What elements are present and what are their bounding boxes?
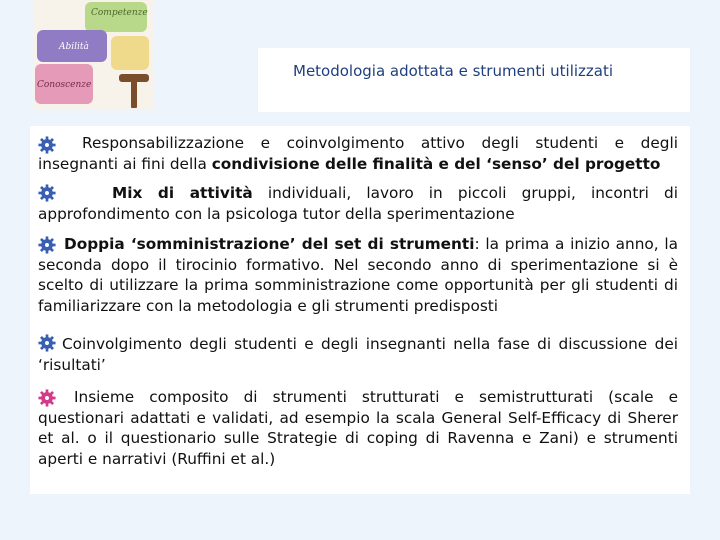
bullet-text-bold: Doppia ‘somministrazione’ del set di strumenti — [64, 235, 475, 253]
content-panel — [30, 126, 690, 494]
bullet-item — [38, 133, 678, 174]
puzzle-piece-yellow — [111, 36, 149, 70]
slide-title: Metodologia adottata e strumenti utilizzati — [293, 62, 614, 80]
illustration-word: Conoscenze — [37, 80, 92, 90]
bullet-item — [38, 234, 678, 316]
puzzle-illustration — [33, 0, 153, 110]
stool-leg — [131, 80, 137, 108]
bullet-text-bold: Mix di attività — [112, 184, 253, 202]
title-panel — [258, 48, 690, 112]
bullet-item — [38, 183, 678, 224]
illustration-word: Abilità — [59, 42, 89, 52]
illustration-word: Competenze — [91, 8, 148, 18]
bullet-item — [38, 334, 678, 375]
bullet-item — [38, 387, 678, 469]
bullet-text: Coinvolgimento degli studenti e degli insegnanti nella fase di discussione dei ‘risultati’ — [38, 335, 678, 374]
bullet-text: : la prima a inizio anno, la seconda dopo il tirocinio formativo. Nel secondo anno di sperimentazione si è scelto di utilizzare la prima somministrazione come opportunità per gli studenti di familiarizzare con la metodologia e gli strumenti predisposti — [38, 235, 678, 315]
bullet-text-bold: condivisione delle finalità e del ‘senso’ del progetto — [211, 154, 661, 173]
bullet-text: Insieme composito di strumenti strutturati e semistrutturati (scale e questionari adattati e validati, ad esempio la scala General Self-Efficacy di Sherer et al. o il questionario sulle Strategie di coping di Ravenna e Zani) e strumenti aperti e narrativi (Ruffini et al.) — [38, 388, 678, 468]
bullet-text: individuali, lavoro in piccoli gruppi, incontri di approfondimento con la psicologa tutor della sperimentazione — [38, 184, 678, 223]
bullet-text: Responsabilizzazione e coinvolgimento attivo degli studenti e degli insegnanti ai fini della — [38, 134, 678, 173]
